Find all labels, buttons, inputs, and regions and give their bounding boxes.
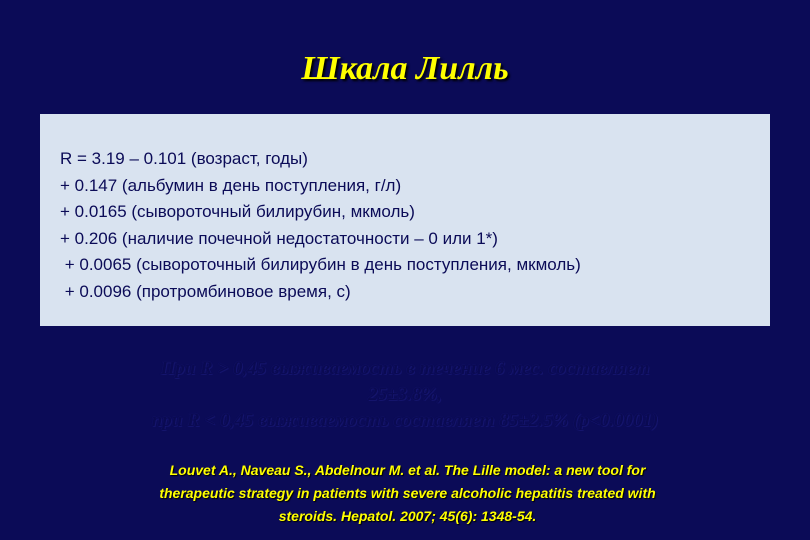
slide-title: Шкала Лилль bbox=[301, 50, 509, 87]
conclusion-text bbox=[0, 356, 810, 434]
conclusion-line: При R > 0,45 выживаемость в течение 6 мес. составляет bbox=[160, 358, 650, 379]
formula-line: + 0.0165 (сывороточный билирубин, мкмоль) bbox=[60, 202, 415, 221]
conclusion-line: 25±3.8%, bbox=[368, 384, 442, 405]
conclusion-line: при R < 0,45 выживаемость составляет 85±2.5% (p<0.0001) bbox=[151, 410, 659, 431]
formula-box bbox=[40, 114, 770, 326]
formula-line: + 0.0065 (сывороточный билирубин в день поступления, мкмоль) bbox=[60, 255, 581, 274]
formula-line: R = 3.19 – 0.101 (возраст, годы) bbox=[60, 149, 308, 168]
reference-citation: Louvet A., Naveau S., Abdelnour M. et al. The Lille model: a new tool for therapeutic strategy in patients with severe alcoholic hepatitis treated with steroids. Hepatol. 2007; 45(6): 1348-54. bbox=[159, 462, 656, 524]
formula-line: + 0.147 (альбумин в день поступления, г/л) bbox=[60, 175, 402, 195]
formula-line: + 0.206 (наличие почечной недостаточности – 0 или 1*) bbox=[60, 228, 498, 248]
formula-line: + 0.0096 (протромбиновое время, с) bbox=[60, 281, 351, 301]
